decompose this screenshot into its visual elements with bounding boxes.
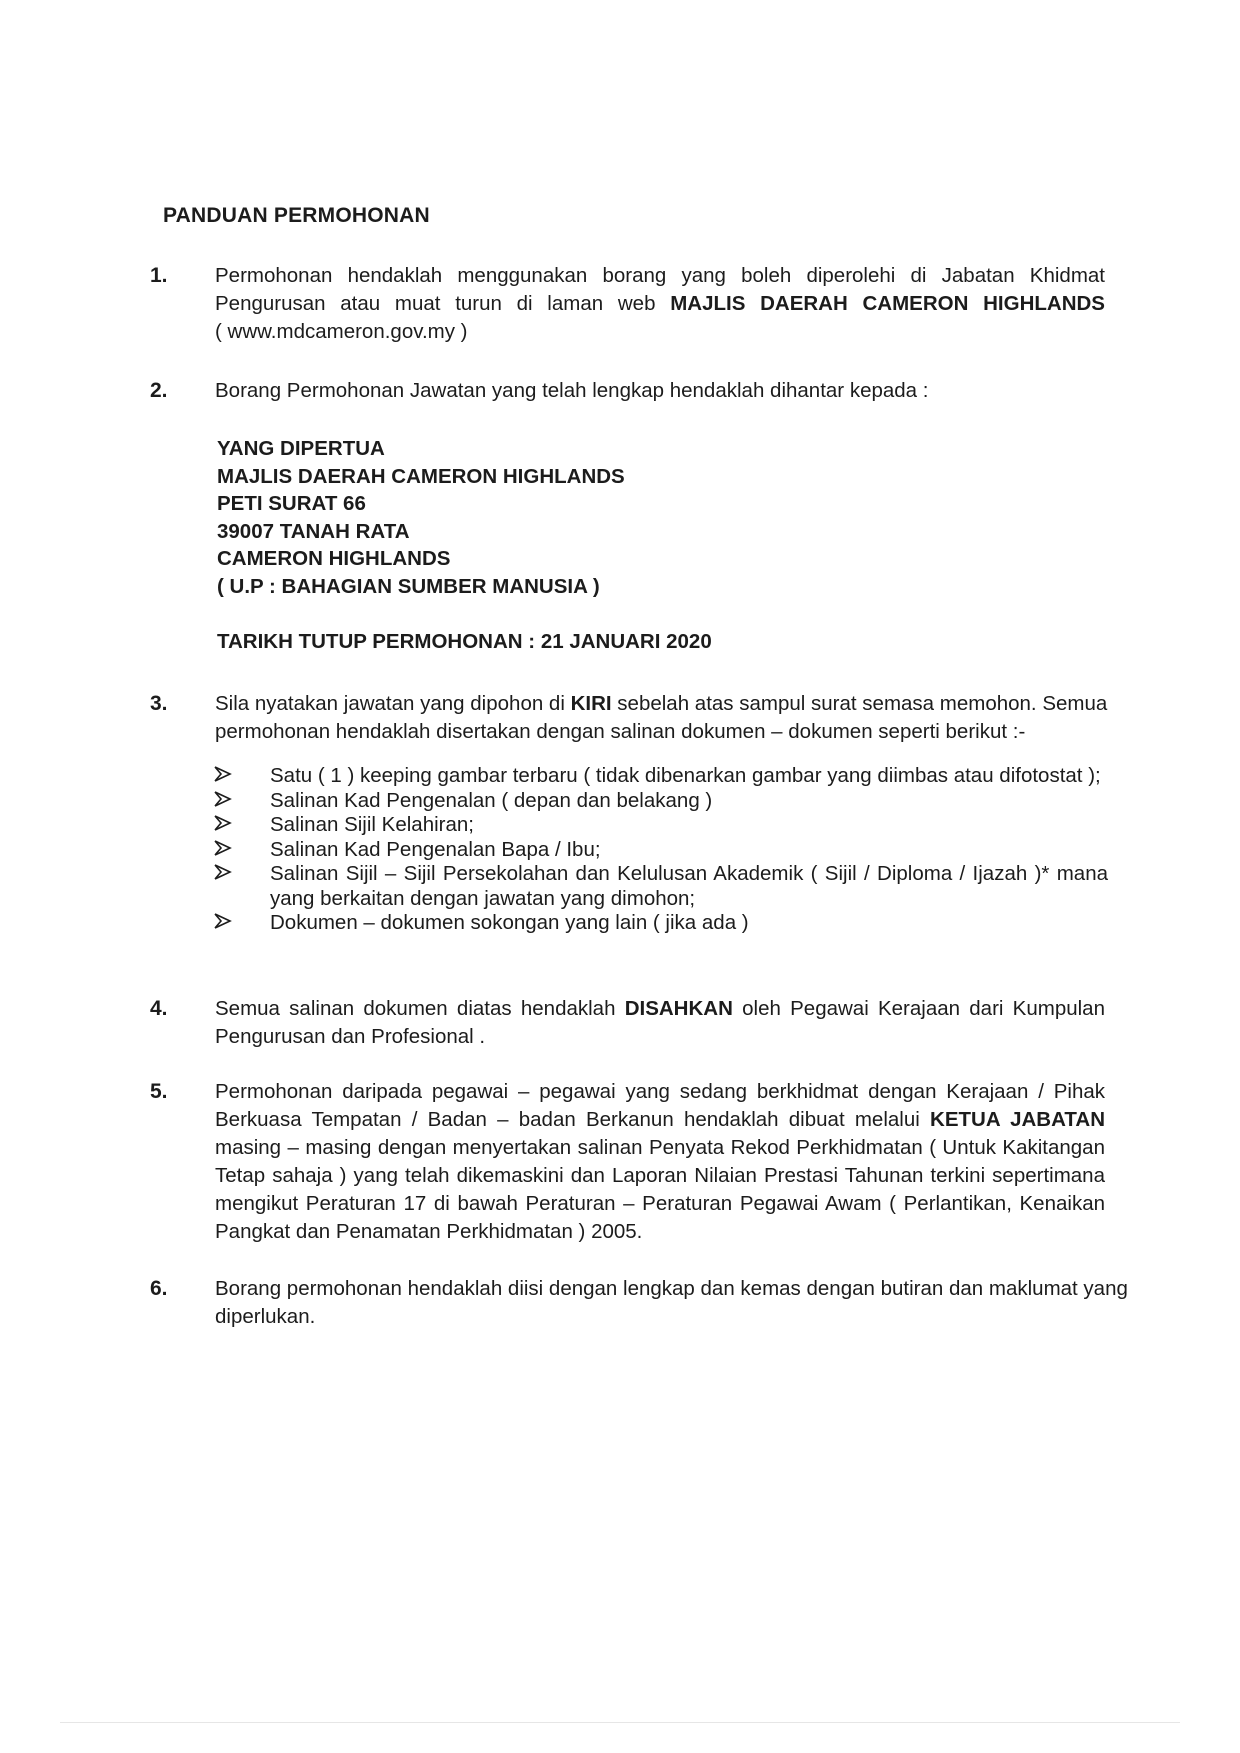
arrowhead-bullet-icon [213, 838, 233, 858]
text-segment: Pengurusan atau muat turun di laman web [215, 292, 671, 315]
arrowhead-bullet-icon [213, 764, 233, 784]
text-line [215, 1106, 1105, 1134]
org-name: MAJLIS DAERAH CAMERON HIGHLANDS [670, 292, 1105, 315]
text-line: mengikut Peraturan 17 di bawah Peraturan – Peraturan Pegawai Awam ( Perlantikan, Kenaikan [215, 1192, 1105, 1215]
text-line: diperlukan. [215, 1305, 316, 1328]
item-text [215, 1078, 1105, 1246]
list-item-text: Salinan Sijil Kelahiran; [270, 813, 474, 836]
address-line: YANG DIPERTUA [217, 437, 385, 460]
item-number: 1. [150, 264, 168, 287]
address-line: MAJLIS DAERAH CAMERON HIGHLANDS [217, 464, 625, 488]
text-line: masing – masing dengan menyertakan salinan Penyata Rekod Perkhidmatan ( Untuk Kakitangan [215, 1136, 1105, 1159]
text-line: Pengurusan dan Profesional . [215, 1025, 486, 1048]
text-segment: Berkuasa Tempatan / Badan – badan Berkanun hendaklah dibuat melalui [215, 1108, 931, 1131]
item-number: 5. [150, 1080, 168, 1103]
item-text [215, 690, 1108, 746]
list-item-text: Dokumen – dokumen sokongan yang lain ( jika ada ) [270, 911, 749, 934]
text-line: Tetap sahaja ) yang telah dikemaskini dan Laporan Nilaian Prestasi Tahunan terkini sepertimana [215, 1164, 1105, 1187]
text-segment: Semua salinan dokumen diatas hendaklah [215, 997, 625, 1020]
arrowhead-bullet-icon [213, 789, 233, 809]
item-text [215, 1275, 1128, 1331]
item-number: 2. [150, 379, 168, 402]
list-item [213, 862, 1108, 911]
text-line: Permohonan hendaklah menggunakan borang yang boleh diperolehi di Jabatan Khidmat [215, 264, 1105, 287]
item-text [215, 995, 1105, 1051]
address-line: 39007 TANAH RATA [217, 519, 410, 543]
list-item [213, 764, 1108, 789]
list-item-text: Salinan Sijil – Sijil Persekolahan dan Kelulusan Akademik ( Sijil / Diploma / Ijazah )* mana [270, 862, 1108, 885]
list-item [213, 789, 1108, 814]
address-line: PETI SURAT 66 [217, 492, 366, 516]
list-item [213, 838, 1108, 863]
item-text [215, 377, 1105, 405]
list-item-text: Salinan Kad Pengenalan Bapa / Ibu; [270, 837, 601, 861]
document-heading: PANDUAN PERMOHONAN [163, 204, 430, 227]
text-line [215, 690, 1108, 718]
item-number: 3. [150, 692, 168, 715]
list-item [213, 911, 1108, 936]
text-line: Permohonan daripada pegawai – pegawai yang sedang berkhidmat dengan Kerajaan / Pihak [215, 1080, 1105, 1103]
list-item-text: Satu ( 1 ) keeping gambar terbaru ( tidak dibenarkan gambar yang diimbas atau difotostat ); [270, 764, 1101, 787]
list-item-continuation: yang berkaitan dengan jawatan yang dimohon; [270, 886, 696, 910]
page-bottom-rule [60, 1722, 1180, 1723]
website-link[interactable]: ( www.mdcameron.gov.my ) [215, 320, 468, 343]
text-segment: oleh Pegawai Kerajaan dari Kumpulan [732, 997, 1105, 1020]
emphasis-word: KETUA JABATAN [930, 1108, 1106, 1131]
item-number: 4. [150, 997, 168, 1020]
text-segment: sebelah atas sampul surat semasa memohon. Semua [617, 692, 1108, 715]
text-line [215, 290, 1105, 318]
list-item [213, 813, 1108, 838]
arrowhead-bullet-icon [213, 813, 233, 833]
arrowhead-bullet-icon [213, 911, 233, 931]
text-line: Borang permohonan hendaklah diisi dengan lengkap dan kemas dengan butiran dan maklumat yang [215, 1277, 1128, 1300]
text-segment: Sila nyatakan jawatan yang dipohon di [215, 692, 571, 715]
list-item-text: Salinan Kad Pengenalan ( depan dan belakang ) [270, 788, 713, 812]
text-line: Borang Permohonan Jawatan yang telah lengkap hendaklah dihantar kepada : [215, 379, 929, 402]
mailing-address [217, 435, 625, 601]
text-line: permohonan hendaklah disertakan dengan salinan dokumen – dokumen seperti berikut :- [215, 720, 1026, 743]
text-line: Pangkat dan Penamatan Perkhidmatan ) 2005. [215, 1220, 643, 1243]
address-line: ( U.P : BAHAGIAN SUMBER MANUSIA ) [217, 574, 600, 598]
emphasis-word: DISAHKAN [624, 997, 733, 1020]
item-number: 6. [150, 1277, 168, 1300]
item-text [215, 262, 1105, 346]
text-line [215, 995, 1105, 1023]
arrowhead-bullet-icon [213, 862, 233, 882]
closing-date: TARIKH TUTUP PERMOHONAN : 21 JANUARI 2020 [217, 630, 712, 653]
emphasis-word: KIRI [570, 692, 612, 715]
document-checklist [213, 764, 1108, 936]
address-line: CAMERON HIGHLANDS [217, 547, 451, 571]
